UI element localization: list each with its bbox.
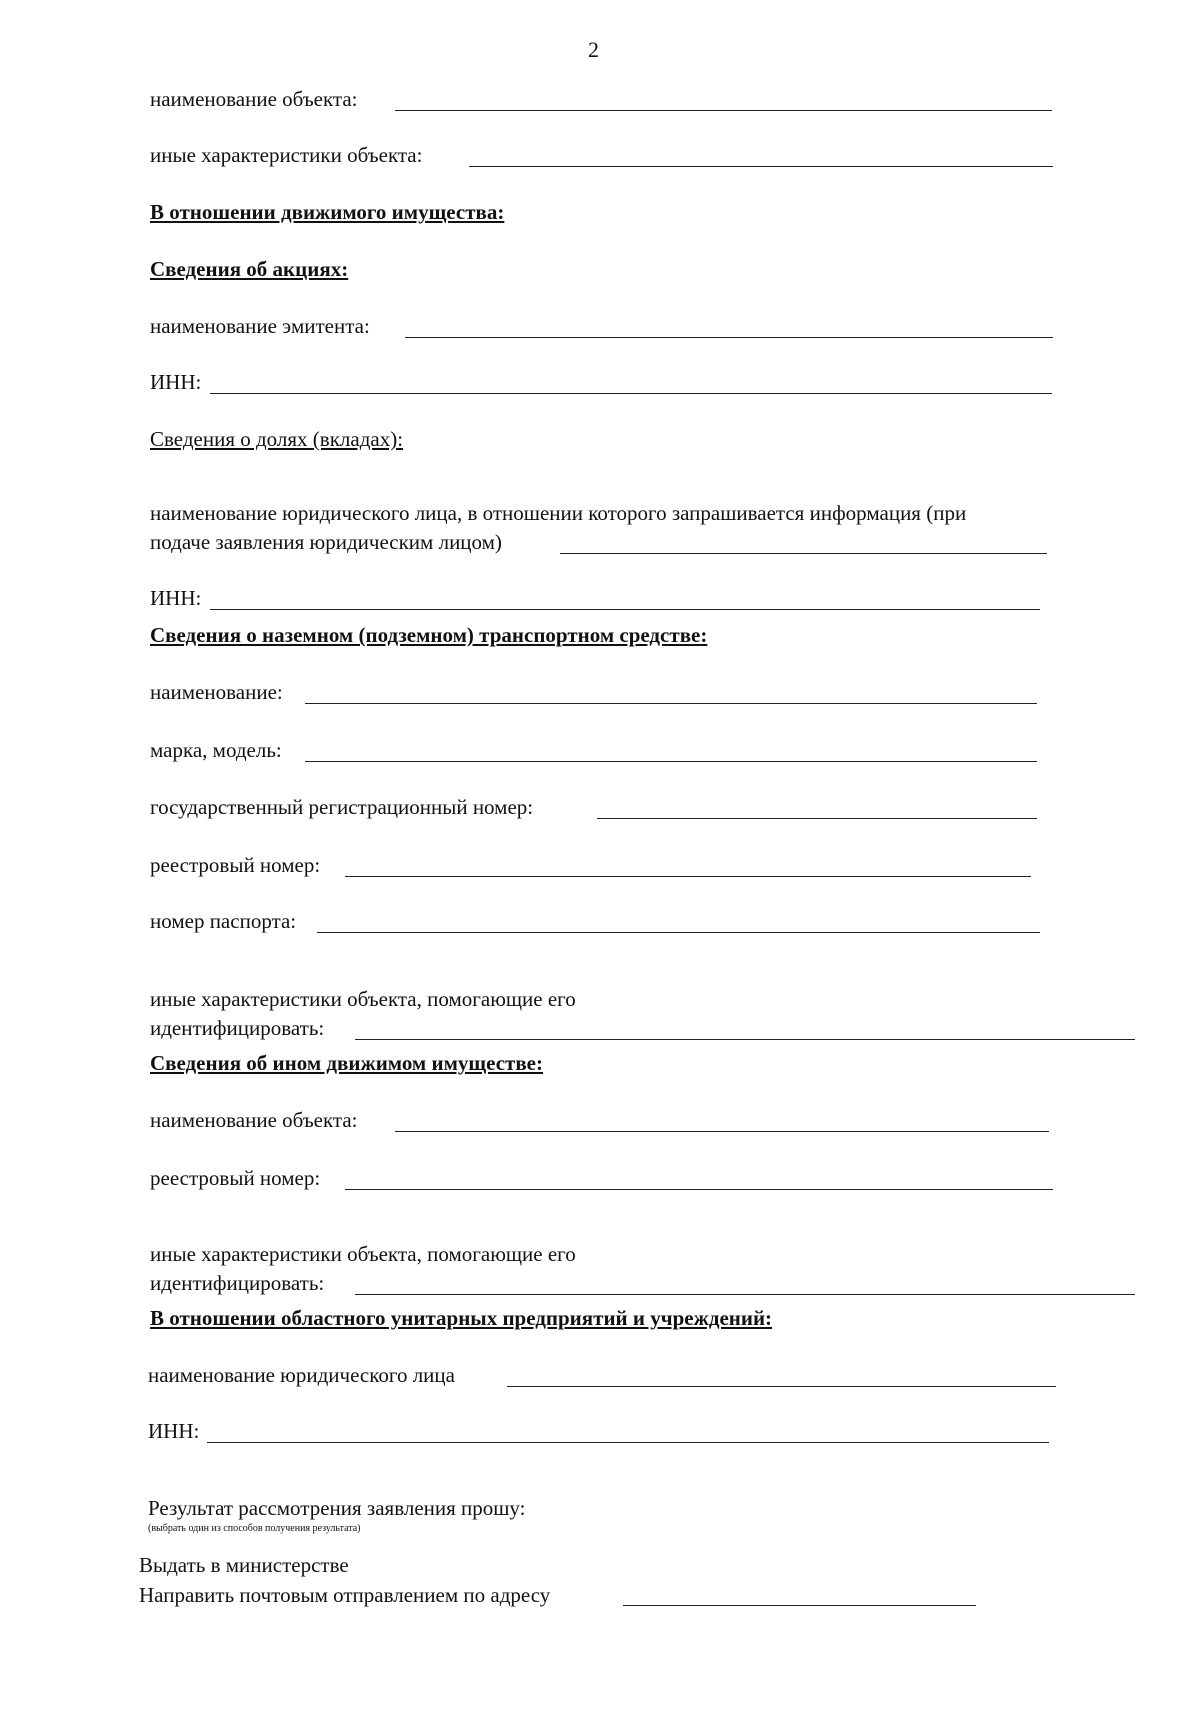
field-blank-line[interactable] [317,932,1040,933]
field-label: наименование объекта: [150,87,358,111]
vehicle-other-label-line1: иные характеристики объекта, помогающие его [150,987,576,1011]
section-heading: Сведения об акциях: [150,257,349,281]
field-blank-line[interactable] [395,1131,1049,1132]
legal-entity-label-line2: подаче заявления юридическим лицом) [150,530,502,554]
legal-entity-label-line1: наименование юридического лица, в отношении которого запрашивается информация (при [150,501,967,525]
field-label: наименование юридического лица [148,1363,455,1387]
other-property-line[interactable] [355,1294,1135,1295]
vehicle-other-label-line2: идентифицировать: [150,1016,325,1040]
field-label: номер паспорта: [150,909,297,933]
section-heading: Сведения об ином движимом имуществе: [150,1051,543,1075]
field-label: реестровый номер: [150,853,321,877]
field-label: наименование: [150,680,283,704]
field-label: ИНН: [150,370,202,394]
field-blank-line[interactable] [405,337,1053,338]
legal-entity-line[interactable] [560,553,1047,554]
other-property-label-line1: иные характеристики объекта, помогающие его [150,1242,576,1266]
field-label: наименование объекта: [150,1108,358,1132]
field-label: государственный регистрационный номер: [150,795,534,819]
vehicle-other-line[interactable] [355,1039,1135,1040]
field-blank-line[interactable] [507,1386,1056,1387]
field-label: иные характеристики объекта: [150,143,423,167]
field-label: реестровый номер: [150,1166,321,1190]
result-option-ministry[interactable]: Выдать в министерстве [139,1553,349,1577]
field-blank-line[interactable] [345,1189,1053,1190]
field-blank-line[interactable] [345,876,1031,877]
field-blank-line[interactable] [305,703,1037,704]
field-label: марка, модель: [150,738,282,762]
result-title: Результат рассмотрения заявления прошу: [148,1496,526,1520]
result-option-mail[interactable]: Направить почтовым отправлением по адресу [139,1583,551,1607]
section-heading: Сведения о долях (вкладах): [150,427,404,451]
inn-label-shares: ИНН: [150,586,202,610]
other-property-label-line2: идентифицировать: [150,1271,325,1295]
section-heading: Сведения о наземном (подземном) транспортном средстве: [150,623,708,647]
section-heading: В отношении областного унитарных предприятий и учреждений: [150,1306,773,1330]
field-label: ИНН: [148,1419,200,1443]
result-hint: (выбрать один из способов получения результата) [148,1523,361,1534]
page-number: 2 [588,37,599,62]
inn-line-shares[interactable] [210,609,1040,610]
mail-address-line[interactable] [623,1605,976,1606]
field-blank-line[interactable] [395,110,1052,111]
field-blank-line[interactable] [210,393,1052,394]
field-blank-line[interactable] [207,1442,1049,1443]
field-blank-line[interactable] [597,818,1037,819]
field-label: наименование эмитента: [150,314,370,338]
field-blank-line[interactable] [469,166,1053,167]
section-heading: В отношении движимого имущества: [150,200,505,224]
field-blank-line[interactable] [305,761,1037,762]
